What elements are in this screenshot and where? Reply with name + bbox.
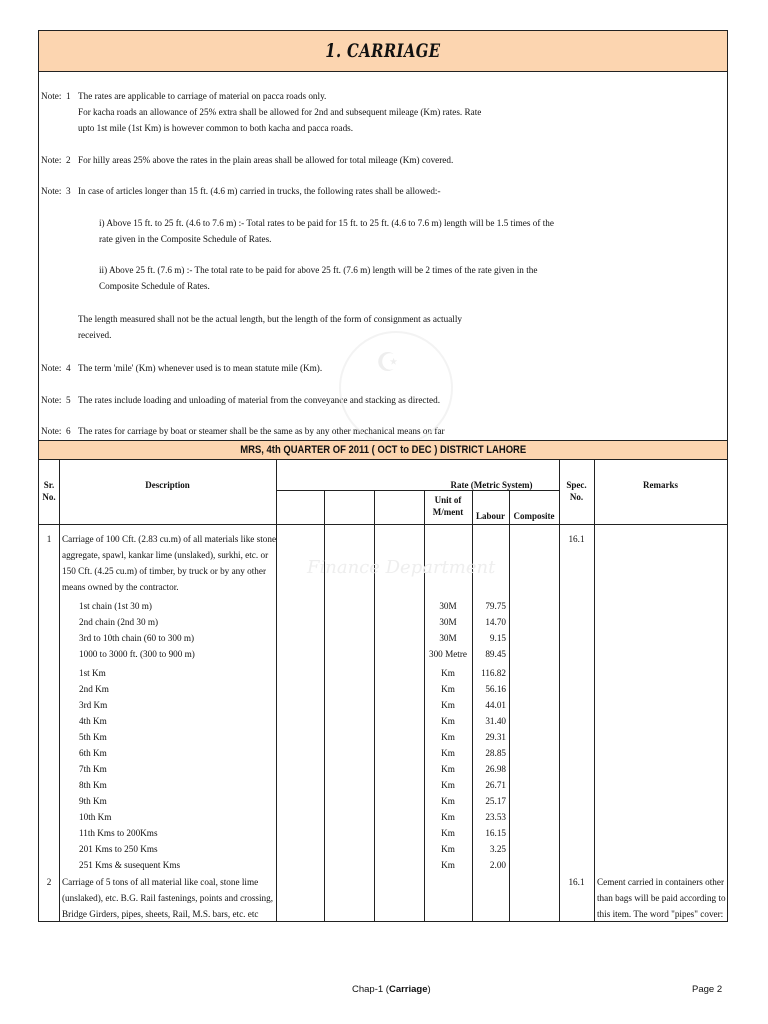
rate-row-description: 1000 to 3000 ft. (300 to 900 m) (79, 649, 195, 659)
rate-row-unit: Km (441, 764, 455, 774)
note-subclause: rate given in the Composite Schedule of Rates. (99, 234, 272, 244)
rate-row-unit: 300 Metre (428, 649, 467, 659)
rate-row-unit: Km (441, 844, 455, 854)
header-remarks: Remarks (643, 480, 678, 490)
item-description: (unslaked), etc. B.G. Rail fastenings, points and crossing, (62, 893, 274, 903)
note-number: 6 (66, 426, 71, 436)
note-text: For hilly areas 25% above the rates in the plain areas shall be allowed for total mileage (Km) covered. (78, 155, 454, 165)
col-divider (59, 459, 60, 921)
rate-row-unit: 30M (439, 617, 457, 627)
note-text: For kacha roads an allowance of 25% extra shall be allowed for 2nd and subsequent mileage (Km) rates. Rate (78, 107, 482, 117)
header-description: Description (145, 480, 190, 490)
crescent-icon: ☪ (376, 348, 400, 377)
rate-row-description: 1st Km (79, 668, 106, 678)
rate-row-unit: Km (441, 812, 455, 822)
rate-row-description: 7th Km (79, 764, 107, 774)
item-remarks: Cement carried in containers other (597, 877, 725, 887)
rate-row-unit: 30M (439, 601, 457, 611)
col-divider (559, 459, 560, 921)
page-frame (38, 30, 728, 922)
item-spec: 16.1 (568, 877, 585, 887)
col-divider (509, 490, 510, 921)
note-text: upto 1st mile (1st Km) is however common to both kacha and pacca roads. (78, 123, 354, 133)
rate-row-description: 3rd Km (79, 700, 108, 710)
table-header-bottom-line (39, 524, 727, 525)
note-text: The rates are applicable to carriage of material on pacca roads only. (78, 91, 327, 101)
rate-row-unit: Km (441, 860, 455, 870)
header-unit: Unit of M/ment (432, 495, 464, 517)
note-label: Note: (41, 395, 62, 405)
rate-row-description: 251 Kms & susequent Kms (79, 860, 181, 870)
rate-row-labour: 56.16 (485, 684, 506, 694)
watermark-text: Finance Department (307, 557, 496, 578)
item-description: Carriage of 5 tons of all material like coal, stone lime (62, 877, 259, 887)
rate-row-description: 10th Km (79, 812, 112, 822)
note-subclause: ii) Above 25 ft. (7.6 m) :- The total rate to be paid for above 25 ft. (7.6 m) length will be 2 times of the rate given in the (99, 265, 538, 275)
rate-row-labour: 79.75 (485, 601, 506, 611)
note-text: The rates include loading and unloading of material from the conveyance and stacking as directed. (78, 395, 441, 405)
rate-row-labour: 3.25 (489, 844, 506, 854)
col-divider (324, 490, 325, 921)
item-remarks: this item. The word "pipes" cover: (597, 909, 724, 919)
note-text: The rates for carriage by boat or steamer shall be the same as by any other mechanical means on far (78, 426, 445, 436)
note-number: 2 (66, 155, 71, 165)
header-sr: Sr. No. (42, 480, 56, 502)
rate-row-description: 6th Km (79, 748, 107, 758)
note-text: The term 'mile' (Km) whenever used is to mean statute mile (Km). (78, 363, 323, 373)
item-spec: 16.1 (568, 534, 585, 544)
rate-row-unit: Km (441, 780, 455, 790)
rate-row-unit: Km (441, 748, 455, 758)
rate-row-description: 4th Km (79, 716, 107, 726)
rate-row-labour: 28.85 (485, 748, 506, 758)
note-number: 4 (66, 363, 71, 373)
footer-chapter: Chap-1 (Carriage) (352, 984, 431, 995)
item-description: Bridge Girders, pipes, sheets, Rail, M.S. bars, etc. etc (62, 909, 259, 919)
item-description: Carriage of 100 Cft. (2.83 cu.m) of all materials like stone (62, 534, 277, 544)
rate-row-labour: 9.15 (489, 633, 506, 643)
note-subclause: i) Above 15 ft. to 25 ft. (4.6 to 7.6 m) :- Total rates to be paid for 15 ft. to 25 ft. (4.6 to 7.6 m) length will be 1.5 times of the (99, 218, 554, 228)
rate-row-labour: 2.00 (489, 860, 506, 870)
rate-row-labour: 14.70 (485, 617, 506, 627)
schedule-title-bar: MRS, 4th QUARTER OF 2011 ( OCT to DEC ) DISTRICT LAHORE (39, 440, 727, 460)
rate-row-labour: 26.71 (485, 780, 506, 790)
rate-row-description: 2nd chain (2nd 30 m) (79, 617, 159, 627)
rate-row-unit: 30M (439, 633, 457, 643)
rate-row-labour: 29.31 (485, 732, 506, 742)
rate-row-labour: 16.15 (485, 828, 506, 838)
rate-row-description: 3rd to 10th chain (60 to 300 m) (79, 633, 195, 643)
rate-row-labour: 23.53 (485, 812, 506, 822)
item-remarks: than bags will be paid according to (597, 893, 726, 903)
rate-row-unit: Km (441, 700, 455, 710)
rate-row-description: 5th Km (79, 732, 107, 742)
page-title: 1. CARRIAGE (39, 31, 727, 72)
note-label: Note: (41, 363, 62, 373)
rate-row-labour: 25.17 (485, 796, 506, 806)
col-divider (594, 459, 595, 921)
emblem-watermark (339, 331, 453, 445)
rate-row-labour: 31.40 (485, 716, 506, 726)
rate-row-description: 201 Kms to 250 Kms (79, 844, 158, 854)
rate-row-labour: 116.82 (481, 668, 506, 678)
rate-row-labour: 44.01 (485, 700, 506, 710)
note-number: 5 (66, 395, 71, 405)
rate-row-description: 1st chain (1st 30 m) (79, 601, 152, 611)
rate-row-description: 9th Km (79, 796, 107, 806)
item-description: 150 Cft. (4.25 cu.m) of timber, by truck or by any other (62, 566, 267, 576)
rate-row-unit: Km (441, 668, 455, 678)
header-composite: Composite (513, 511, 555, 521)
item-sr: 2 (46, 877, 52, 887)
rate-row-description: 2nd Km (79, 684, 109, 694)
rate-row-unit: Km (441, 684, 455, 694)
rate-row-labour: 26.98 (485, 764, 506, 774)
note-subclause: Composite Schedule of Rates. (99, 281, 210, 291)
note-number: 3 (66, 186, 71, 196)
note-text: In case of articles longer than 15 ft. (4.6 m) carried in trucks, the following rates shall be allowed:- (78, 186, 441, 196)
col-divider (276, 459, 277, 921)
note-label: Note: (41, 91, 62, 101)
rate-row-unit: Km (441, 716, 455, 726)
header-rate: Rate (Metric System) (450, 480, 533, 490)
note-label: Note: (41, 155, 62, 165)
item-sr: 1 (46, 534, 52, 544)
rate-row-description: 8th Km (79, 780, 107, 790)
rate-row-labour: 89.45 (485, 649, 506, 659)
note-subclause: The length measured shall not be the actual length, but the length of the form of consignment as actually (78, 314, 462, 324)
note-subclause: received. (78, 330, 112, 340)
rate-row-unit: Km (441, 828, 455, 838)
rate-row-unit: Km (441, 732, 455, 742)
header-spec: Spec. No. (566, 480, 587, 502)
item-description: aggregate, spawl, kankar lime (unslaked), surkhi, etc. or (62, 550, 269, 560)
note-number: 1 (66, 91, 71, 101)
note-label: Note: (41, 186, 62, 196)
header-labour: Labour (475, 511, 505, 521)
item-description: means owned by the contractor. (62, 582, 179, 592)
rate-row-description: 11th Kms to 200Kms (79, 828, 158, 838)
rate-row-unit: Km (441, 796, 455, 806)
note-label: Note: (41, 426, 62, 436)
col-divider (374, 490, 375, 921)
footer-page-number: Page 2 (692, 984, 723, 995)
